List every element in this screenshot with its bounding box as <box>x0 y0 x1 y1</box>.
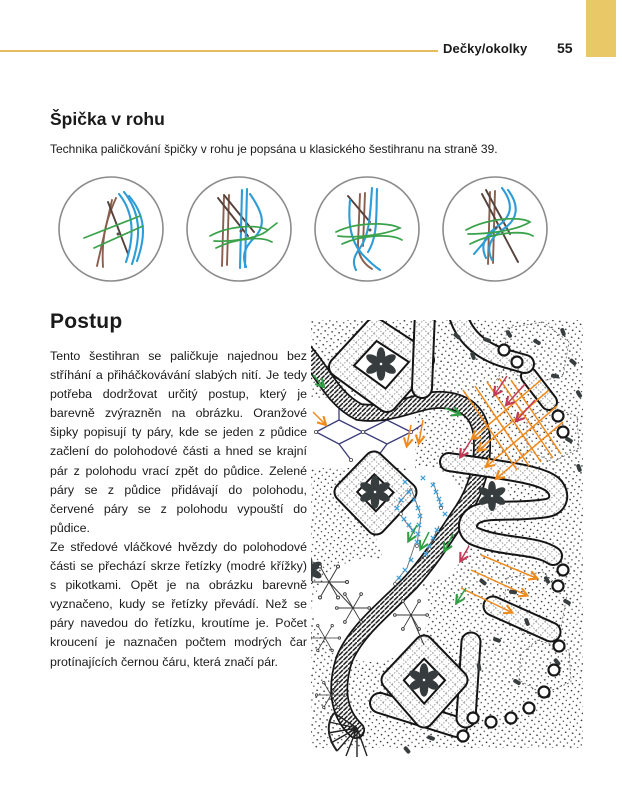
postup-paragraph-2: Ze středové vláčkové hvězdy do polohodové části se přechází skrze řetízky (modré křížky) s pikotkami. Opět je na obrázku barevně vyznačeno, kudy se řetízky převádí. Než se páry navedou do řetízku, kroutíme je. Počet kroucení je naznačen počtem modrých čar protínajících černou čáru, která značí pár. <box>50 539 307 669</box>
step-diagram-1 <box>56 174 166 284</box>
step-diagrams-row <box>56 174 550 284</box>
postup-paragraph-1: Tento šestihran se paličkuje najednou bez stříhání a přiháčkovávání slabých nití. Je tedy potřeba dodržovat určitý postup, který je barevně zvýrazněn na obrázku. Oranžové šipky popisují ty páry, kde se jeden z půdice začlení do polohodové části a hned se krajní pár z polohodu vrací zpět do půdice. Zelené páry se z půdice přidávají do polohodu, červené páry se z polohodu vypouští do půdice. <box>50 349 307 535</box>
page-number: 55 <box>557 40 573 56</box>
step-diagram-2 <box>184 174 294 284</box>
postup-heading: Postup <box>50 310 123 333</box>
header-rule <box>0 50 438 52</box>
postup-section <box>50 310 307 672</box>
lace-pattern-figure <box>311 320 592 757</box>
page-title: Špička v rohu <box>50 109 165 129</box>
step-diagram-4 <box>440 174 550 284</box>
header-section-label: Dečky/okolky <box>443 41 528 56</box>
chapter-tab <box>586 0 616 57</box>
intro-text: Technika paličkování špičky v rohu je popsána u klasického šestihranu na straně 39. <box>50 142 498 156</box>
step-diagram-3 <box>312 174 422 284</box>
